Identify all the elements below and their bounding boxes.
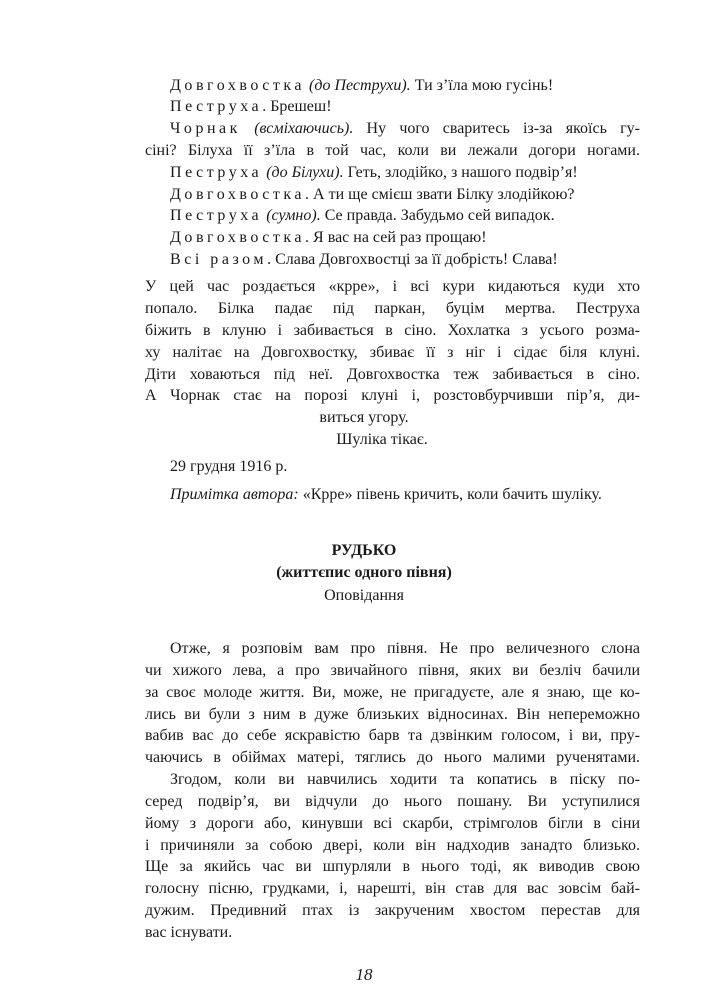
speaker-name: Довгохвостка (170, 77, 306, 94)
stage-direction-line: виться угору. (319, 409, 409, 426)
speaker-name: Пеструха (170, 98, 263, 115)
stage-note: (до Білухи). (266, 164, 344, 181)
paragraph-line: дужим. Предивний птах із закрученим хвостом перестав для (145, 902, 640, 919)
dialogue-text: Се правда. Забудьмо сей випадок. (320, 207, 555, 224)
stage-direction-line: Діти ховаються під неї. Довгохвостка теж забивається в сіно. (145, 366, 640, 383)
stage-note: (сумно). (266, 207, 321, 224)
dialogue-line (170, 184, 575, 206)
stage-direction-final: Шуліка тікає. (336, 431, 428, 448)
stage-direction-line: А Чорнак стає на порозі клуні і, розстовбурчивши пір’я, ди- (145, 387, 640, 404)
speaker-name: Пеструха (170, 164, 263, 181)
dialogue-text: Ну чого сваритесь із-за якоїсь гу- (353, 120, 641, 137)
author-note-text: «Крре» півень кричить, коли бачить шуліку. (298, 486, 602, 503)
paragraph-line: і причиняли за собою двері, коли він надходив занадто близько. (145, 837, 640, 854)
paragraph-line: Отже, я розповім вам про півня. Не про величезного слона (170, 640, 640, 657)
author-note-label: Примітка автора: (170, 486, 299, 503)
paragraph-line: чаючись в обіймах матері, тяглись до нього малими рученятами. (145, 749, 640, 766)
stage-direction-line: ху налітає на Довгохвостку, збиває її з ніг і сідає біля клуні. (145, 344, 640, 361)
author-note (170, 484, 602, 506)
dialogue-line (170, 227, 487, 249)
stage-note: (до Пеструхи). (309, 77, 411, 94)
page-number: 18 (355, 965, 373, 984)
story-genre: Оповідання (324, 587, 404, 604)
speaker-name: Чорнак (170, 120, 241, 137)
paragraph-line: серед подвір’я, ви відчули до нього пошану. Ви уступилися (145, 793, 640, 810)
stage-direction-line: У цей час роздається «крре», і всі кури кидаються куди хто (145, 278, 640, 295)
story-subtitle: (життєпис одного півня) (276, 564, 452, 581)
stage-direction-line: біжить в клуню і забивається в сіно. Хохлатка з усього розма- (145, 322, 640, 339)
paragraph-line: вас існувати. (145, 924, 233, 941)
paragraph-line: за своє молоде життя. Ви, може, не пригадуєте, але я знаю, ще ко- (145, 684, 640, 701)
dialogue-continuation: сіні? Білуха її з’їла в той час, коли ви лежали догори ногами. (145, 142, 640, 159)
dialogue-line (170, 75, 553, 97)
dialogue-text: . Слава Довгохвостці за її добрість! Слава! (267, 251, 558, 268)
paragraph-line: лись ви були з ним в дуже близьких відносинах. Він непереможно (145, 706, 640, 723)
paragraph-line: Ще за якийсь час ви шпурляли в нього тоді, як виводив свою (145, 858, 640, 875)
paragraph-line: чи хижого лева, а про звичайного півня, яких ви безліч бачили (145, 662, 640, 679)
speaker-name: Довгохвостка (170, 229, 306, 246)
speaker-name: Довгохвостка (170, 186, 306, 203)
dialogue-text: Геть, злодійко, з нашого подвір’я! (343, 164, 578, 181)
dialogue-line (170, 249, 558, 271)
dialogue-line (170, 205, 555, 227)
dialogue-line (170, 96, 332, 118)
dialogue-text: . Я вас на сей раз прощаю! (305, 229, 487, 246)
stage-direction-line: попало. Білка падає під паркан, буцім мертва. Пеструха (145, 300, 640, 317)
story-title: РУДЬКО (331, 542, 397, 559)
speaker-name: Всі разом (170, 251, 268, 268)
paragraph-line: голосну пісню, грудками, і, нарешті, він став для вас зовсім бай- (145, 880, 640, 897)
dialogue-text: . Брешеш! (262, 98, 332, 115)
dialogue-text: Ти з’їла мою гусінь! (410, 77, 554, 94)
stage-note: (всміхаючись). (254, 120, 354, 137)
dialogue-line (170, 162, 578, 184)
date-line: 29 грудня 1916 р. (170, 458, 288, 475)
paragraph-line: вабив вас до себе яскравістю барв та дзвінким голосом, і ви, пру- (145, 727, 640, 744)
dialogue-line (170, 118, 640, 140)
dialogue-text: . А ти ще смієш звати Білку злодійкою? (305, 186, 575, 203)
paragraph-line: Згодом, коли ви навчились ходити та копатись в піску по- (170, 771, 640, 788)
speaker-name: Пеструха (170, 207, 263, 224)
paragraph-line: йому з дороги або, кинувши всі скарби, стрімголов бігли в сіни (145, 815, 640, 832)
